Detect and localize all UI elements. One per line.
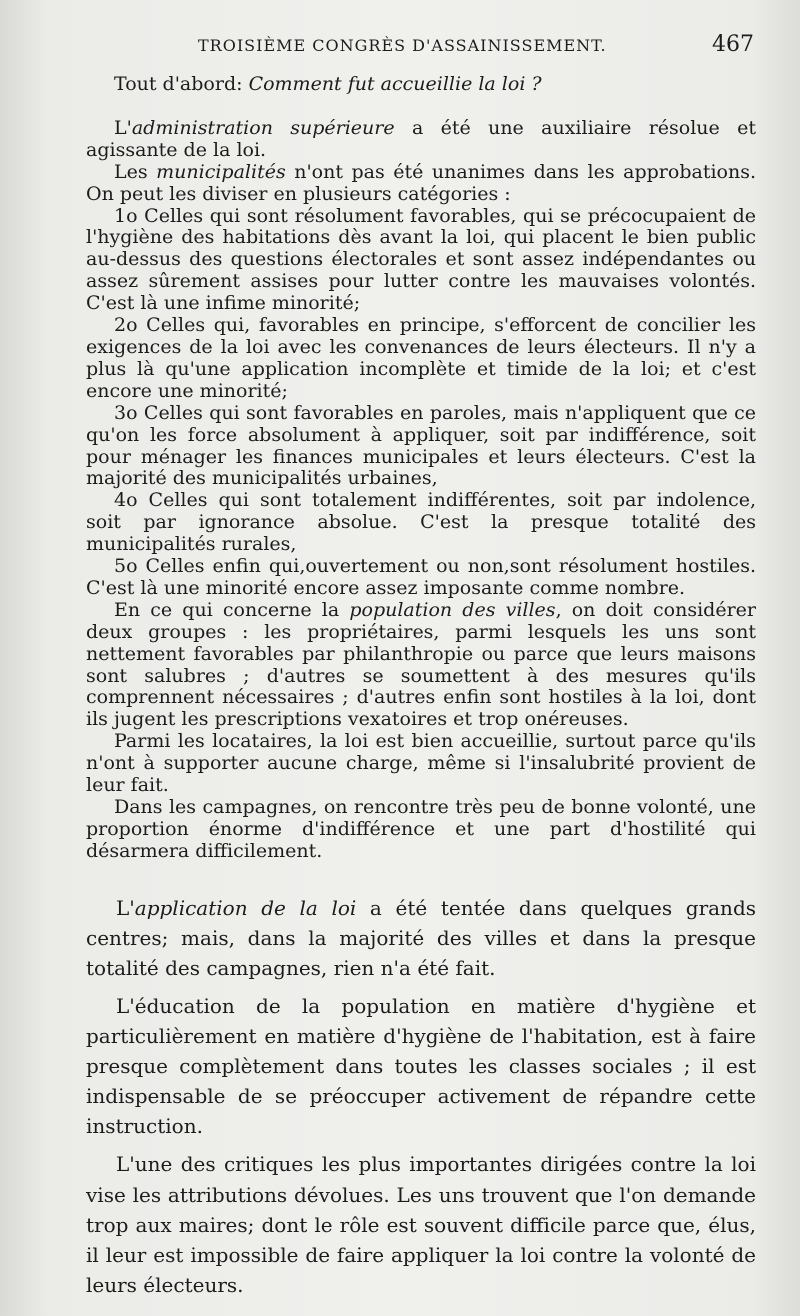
running-title: TROISIÈME CONGRÈS D'ASSAINISSEMENT. <box>198 36 607 55</box>
opening-question <box>86 74 756 96</box>
category-item-4: 4o Celles qui sont totalement indifférentes, soit par indolence, soit par ignorance absolue. C'est la presque totalité des municipalités rurales, <box>86 489 756 556</box>
paragraph-municipalities <box>86 162 756 206</box>
category-item-5: 5o Celles enfin qui,ouvertement ou non,sont résolument hostiles. C'est là une minorité encore assez imposante comme nombre. <box>86 555 756 599</box>
administration-prefix: L' <box>114 116 132 139</box>
towns-rest: , on doit considérer deux groupes : les propriétaires, parmi lesquels les uns sont nettement favorables par philanthropie ou parce que leurs maisons sont salubres ; d'autres se soumettent à des mesures qu'ils comprennent nécessaires ; d'autres enfin sont hostiles à la loi, dont ils jugent les prescriptions vexatoires et trop onéreuses. <box>86 598 756 731</box>
application-rest: a été tentée dans quelques grands centres; mais, dans la majorité des villes et dans la presque totalité des campagnes, rien n'a été fait. <box>86 895 757 980</box>
municipalities-rest: n'ont pas été unanimes dans les approbations. On peut les diviser en plusieurs catégories : <box>86 160 756 205</box>
reception-section <box>86 74 756 863</box>
opening-question-text: Comment fut accueillie la loi ? <box>248 73 542 95</box>
paragraph-critique: L'une des critiques les plus importantes dirigées contre la loi vise les attributions dévolues. Les uns trouvent que l'on demande trop aux maires; dont le rôle est souvent difficile parce que, élus, il leur est impossible de faire appliquer la loi contre la volonté de leurs électeurs. <box>86 1152 756 1297</box>
paragraph-countryside: Dans les campagnes, on rencontre très peu de bonne volonté, une proportion énorme d'indifférence et une part d'hostilité qui désarmera difficilement. <box>86 796 756 862</box>
towns-term: population des villes <box>349 598 556 621</box>
application-section <box>86 893 756 1300</box>
application-prefix: L' <box>116 895 135 920</box>
administration-term: administration supérieure <box>131 116 395 139</box>
paragraph-education: L'éducation de la population en matière d'hygiène et particulièrement en matière d'hygiène de l'habitation, est à faire presque complètement dans toutes les classes sociales ; il est indispensable de se préoccuper activement de répandre cette instruction. <box>86 994 756 1139</box>
paragraph-administration <box>86 118 756 162</box>
paragraph-application <box>86 893 756 983</box>
municipalities-term: municipalités <box>156 160 286 183</box>
municipalities-lead: Les <box>114 160 157 183</box>
towns-lead: En ce qui concerne la <box>114 598 350 621</box>
paragraph-tenants: Parmi les locataires, la loi est bien accueillie, surtout parce qu'ils n'ont à supporter aucune charge, même si l'insalubrité provient de leur fait. <box>86 730 756 797</box>
page-number: 467 <box>712 32 754 57</box>
category-item-2: 2o Celles qui, favorables en principe, s'efforcent de concilier les exigences de la loi avec les convenances de leurs électeurs. Il n'y a plus là qu'une application incomplète et timide de la loi; et c'est encore une minorité; <box>86 314 756 402</box>
paragraph-towns <box>86 600 756 731</box>
application-term: application de la loi <box>134 895 357 920</box>
page-body <box>86 74 756 1300</box>
administration-rest: a été une auxiliaire résolue et agissante de la loi. <box>86 116 756 161</box>
page-header <box>0 34 800 64</box>
category-item-1: 1o Celles qui sont résolument favorables, qui se précocupaient de l'hygiène des habitations dès avant la loi, qui placent le bien public au-dessus des questions électorales et sont assez indépendantes ou assez sûrement assises pour lutter contre les mauvaises volontés. C'est là une infime minorité; <box>86 204 756 315</box>
category-item-3: 3o Celles qui sont favorables en paroles, mais n'appliquent que ce qu'on les force absolument à appliquer, soit par indifférence, soit pour ménager les finances municipales et leurs électeurs. C'est la majorité des municipalités urbaines, <box>86 401 756 490</box>
opening-lead: Tout d'abord: <box>114 73 249 95</box>
